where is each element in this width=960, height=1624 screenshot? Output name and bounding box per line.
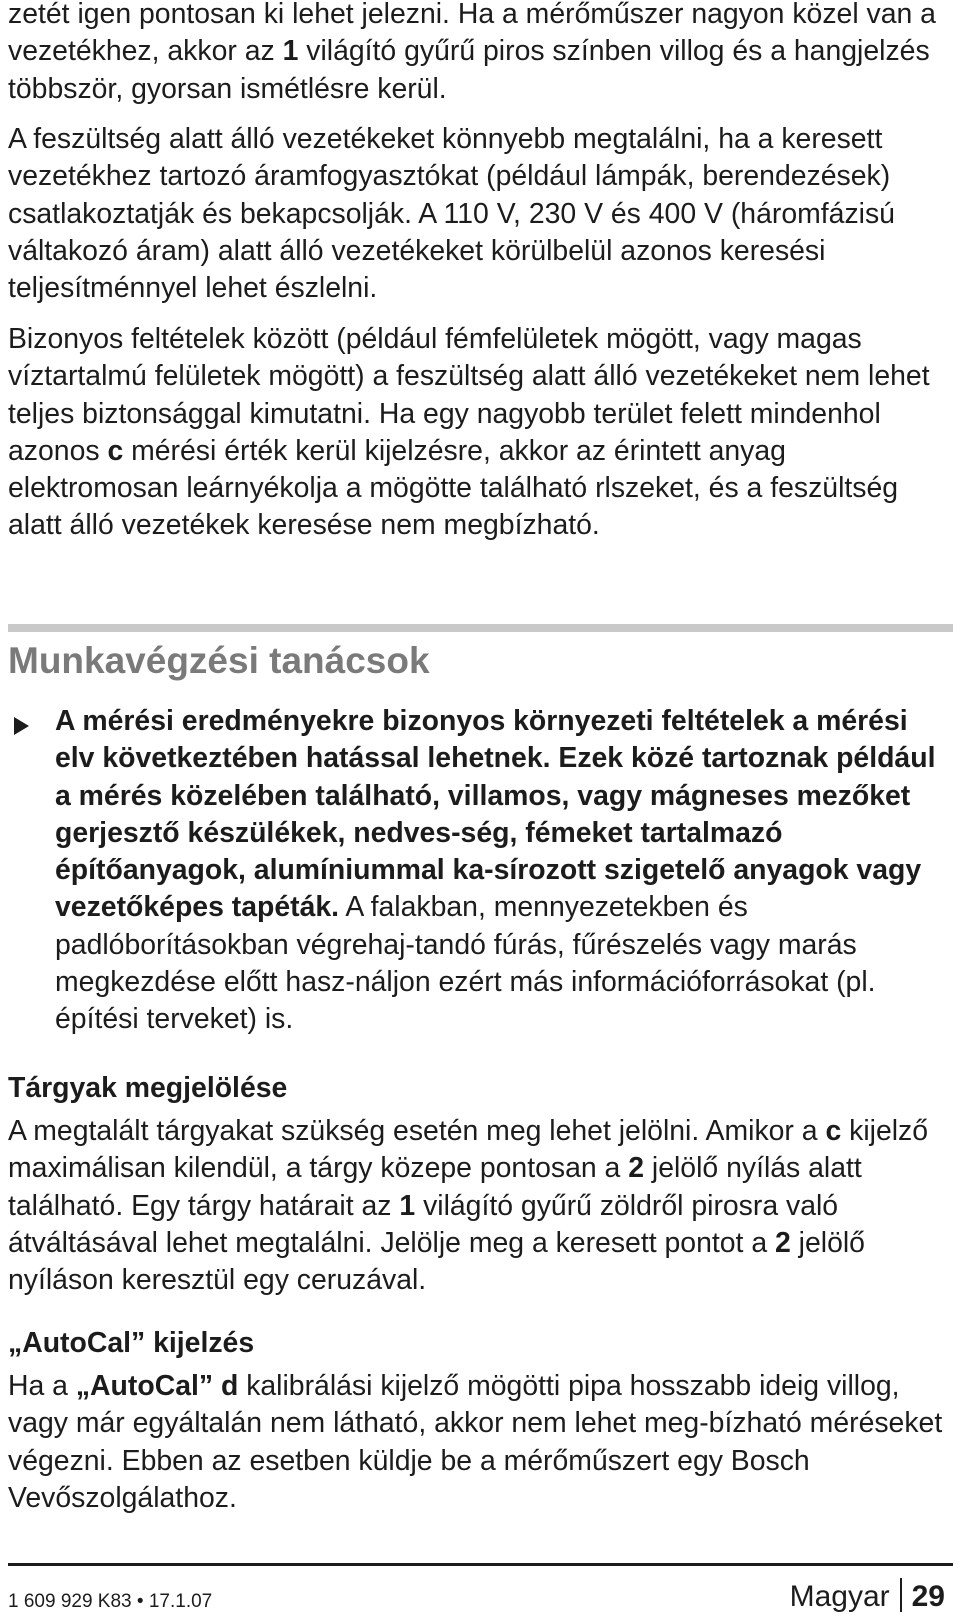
footer-page-info: [790, 1578, 945, 1616]
marking-heading: Tárgyak megjelölése: [8, 1072, 288, 1104]
ref-number: 2: [775, 1226, 791, 1259]
text: jelölő nyíláson keresztül egy ceruzával.: [8, 1226, 865, 1297]
autocal-label: „AutoCal” d: [75, 1370, 239, 1402]
bullet-text: [55, 703, 945, 1039]
autocal-paragraph: [8, 1368, 953, 1517]
section-title: Munkavégzési tanácsok: [8, 640, 430, 681]
doc-code: 1 609 929 K83: [8, 1591, 132, 1612]
marking-paragraph: [8, 1113, 953, 1299]
footer-separator: [900, 1578, 902, 1612]
text: Ha a: [8, 1370, 76, 1402]
text: Bizonyos feltételek között (például fémfelületek mögött, vagy magas víztartalmú felületek mögött) a feszültség alatt álló vezetékeket nem lehet teljes biztonsággal kimutatni. Ha egy nagyobb terület felett mindenhol azonos: [8, 323, 930, 467]
text: jelölő nyílás alatt található. Egy tárgy határait az: [8, 1152, 862, 1222]
text: világító gyűrű zöldről pirosra való átváltásával lehet megtalálni. Jelölje meg a keresett pontot a: [8, 1189, 839, 1259]
page-number: 29: [911, 1580, 945, 1613]
intro-paragraph-2: A feszültség alatt álló vezetékeket könnyebb megtalálni, ha a keresett vezetékhez tartozó áramfogyasztókat (például lámpák, berendezések) csatlakoztatják és bekapcsolják. A 110 V, 230 V és 400 V (háromfázisú váltakozó áram) alatt álló vezetékeket körülbelül azonos keresési teljesítménnyel lehet észlelni.: [8, 123, 895, 305]
text: zetét igen pontosan ki lehet jelezni. Ha a mérőműszer nagyon közel van a vezetékhez, akkor az: [8, 0, 936, 68]
text: A megtalált tárgyakat szükség esetén meg lehet jelölni. Amikor a: [8, 1115, 826, 1147]
text: kalibrálási kijelző mögötti pipa hosszabb ideig villog, vagy már egyáltalán nem látható, akkor nem lehet meg-bízható méréseket végezni. Ebben az esetben küldje be a mérőműszert egy Bosch Vevőszolgálathoz.: [8, 1370, 943, 1514]
triangle-bullet-icon: [14, 717, 29, 735]
section-divider: [8, 624, 953, 632]
ref-letter: c: [107, 434, 124, 467]
text: mérési érték kerül kijelzésre, akkor az érintett anyag elektromosan leárnyékolja a mögötte található rlszeket, és a feszültség alatt álló vezetékek keresése nem megbízható.: [8, 434, 899, 542]
bullet-bold-text: A mérési eredményekre bizonyos környezeti feltételek a mérési elv következtében hatással lehetnek. Ezek közé tartoznak például a mérés közelében található, villamos, vagy mágneses mezőket gerjesztő készülékek, nedves-ség, fémeket tartalmazó építőanyagok, alumíniummal ka-sírozott szigetelő anyagok vagy vezetőképes tapéták.: [55, 705, 936, 924]
footer-doc-info: [8, 1590, 212, 1614]
autocal-heading: „AutoCal” kijelzés: [8, 1327, 255, 1359]
ref-letter: c: [825, 1115, 842, 1147]
doc-date: 17.1.07: [148, 1591, 213, 1612]
text: világító gyűrű piros színben villog és a hangjelzés többször, gyorsan ismétlésre kerül.: [8, 35, 930, 105]
ref-number: 1: [282, 35, 299, 68]
bullet-normal-text: A falakban, mennyezetekben és padlóborításokban végrehaj-tandó fúrás, fűrészelés vagy marás megkezdése előtt hasz-náljon ezért más információforrásokat (pl. építési terveket) is.: [55, 891, 876, 1036]
ref-number: 2: [628, 1152, 645, 1185]
intro-paragraph-1: [8, 0, 953, 108]
intro-paragraph-3: [8, 321, 953, 545]
ref-number: 1: [399, 1189, 416, 1222]
language-label: Magyar: [789, 1580, 890, 1613]
text: kijelző maximálisan kilendül, a tárgy közepe pontosan a: [8, 1115, 929, 1185]
footer-divider: [8, 1563, 953, 1566]
separator-dot: •: [136, 1591, 144, 1612]
